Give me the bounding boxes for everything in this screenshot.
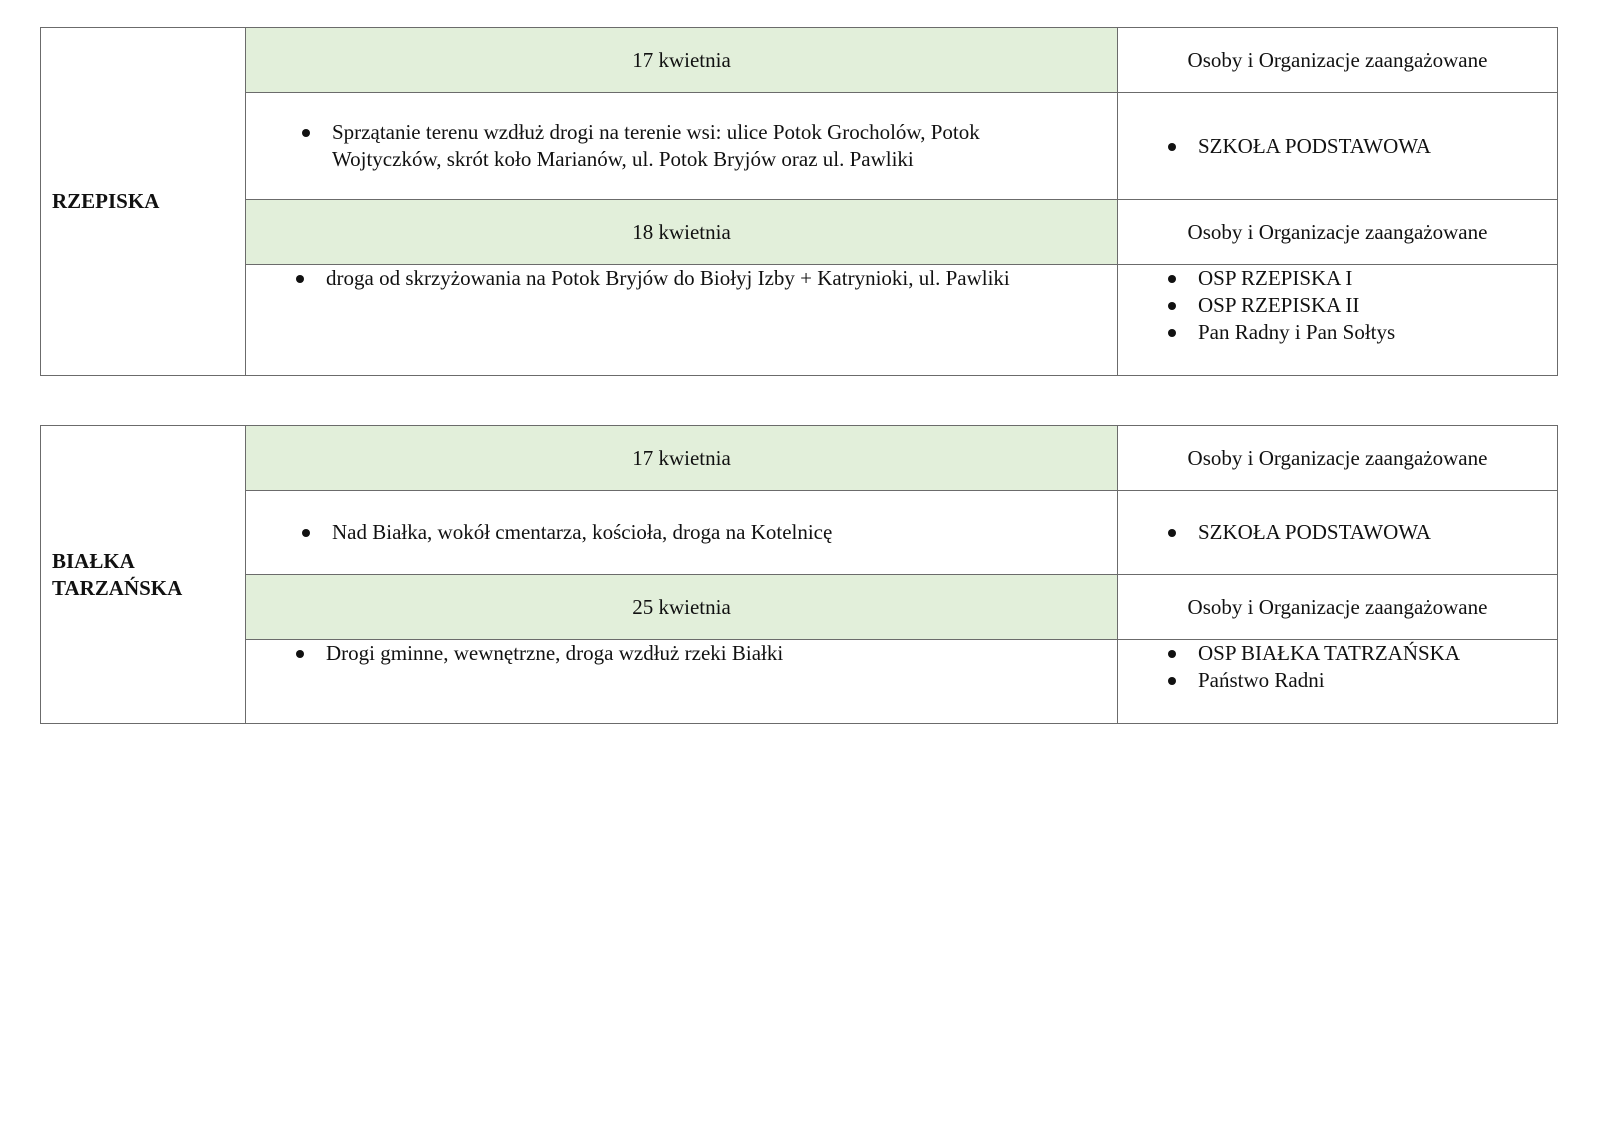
task-item: Drogi gminne, wewnętrzne, droga wzdłuż rzeki Białki [326, 640, 1097, 667]
village-name-cell [41, 28, 246, 376]
organization-list [1118, 265, 1557, 346]
date-header: 25 kwietnia [246, 575, 1118, 640]
village-name: RZEPISKA [52, 189, 160, 213]
tasks-cell [246, 640, 1118, 724]
organizations-cell [1118, 491, 1558, 575]
date-header: 17 kwietnia [246, 28, 1118, 93]
task-list [246, 265, 1117, 292]
village-name-line-1: BIAŁKA [52, 548, 135, 573]
organization-item: SZKOŁA PODSTAWOWA [1198, 133, 1557, 160]
task-list [246, 119, 1117, 173]
organization-list [1118, 133, 1557, 160]
organization-item: OSP RZEPISKA I [1198, 265, 1557, 292]
organizations-header: Osoby i Organizacje zaangażowane [1118, 28, 1558, 93]
organization-list [1118, 519, 1557, 546]
organizations-cell [1118, 93, 1558, 200]
tasks-cell [246, 93, 1118, 200]
task-list [246, 640, 1117, 667]
task-list [246, 519, 1117, 546]
organization-item: SZKOŁA PODSTAWOWA [1198, 519, 1557, 546]
organizations-cell [1118, 265, 1558, 376]
village-name-cell [41, 426, 246, 724]
task-item: droga od skrzyżowania na Potok Bryjów do Biołyj Izby + Katrynioki, ul. Pawliki [326, 265, 1097, 292]
village-name-line-2: TARZAŃSKA [52, 575, 183, 600]
organization-item: Pan Radny i Pan Sołtys [1198, 319, 1557, 346]
organization-item: OSP BIAŁKA TATRZAŃSKA [1198, 640, 1557, 667]
organization-list [1118, 640, 1557, 694]
organization-item: Państwo Radni [1198, 667, 1557, 694]
rzepiska-table [40, 27, 1558, 376]
date-header: 18 kwietnia [246, 200, 1118, 265]
organizations-header: Osoby i Organizacje zaangażowane [1118, 200, 1558, 265]
organizations-cell [1118, 640, 1558, 724]
tasks-cell [246, 491, 1118, 575]
tasks-cell [246, 265, 1118, 376]
bialka-tarzanska-table [40, 425, 1558, 724]
organization-item: OSP RZEPISKA II [1198, 292, 1557, 319]
task-item: Sprzątanie terenu wzdłuż drogi na terenie wsi: ulice Potok Grocholów, Potok Wojtyczków, skrót koło Marianów, ul. Potok Bryjów oraz ul. Pawliki [332, 119, 1057, 173]
date-header: 17 kwietnia [246, 426, 1118, 491]
organizations-header: Osoby i Organizacje zaangażowane [1118, 426, 1558, 491]
task-item: Nad Białka, wokół cmentarza, kościoła, droga na Kotelnicę [332, 519, 1057, 546]
organizations-header: Osoby i Organizacje zaangażowane [1118, 575, 1558, 640]
